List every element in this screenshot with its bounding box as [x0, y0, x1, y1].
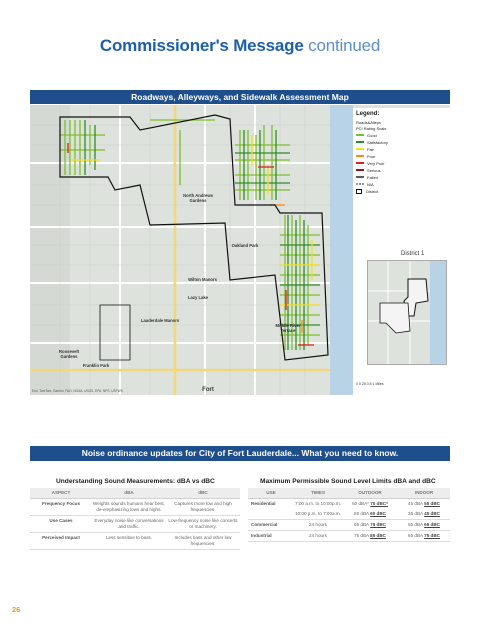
right-table-title: Maximum Permissible Sound Level Limits dBA and dBC — [260, 478, 436, 485]
legend-item-serious — [356, 167, 381, 173]
legend-item-failed — [356, 174, 378, 180]
row-indoor — [398, 509, 450, 520]
legend-swatch — [356, 155, 364, 157]
legend-item-satisfactory — [356, 139, 388, 145]
row-outdoor — [342, 509, 398, 520]
indoor-dba: 45 dBA — [408, 500, 423, 506]
map-label-oakland-park: Oakland Park — [231, 243, 259, 248]
column-header: dBC — [166, 488, 240, 498]
column-header: dBA — [92, 488, 166, 498]
page-title — [0, 36, 480, 56]
row-outdoor — [342, 519, 398, 530]
row-dbc: Low-frequency noise like concerts or machinery. — [166, 515, 240, 532]
row-aspect: Perceived Impact — [30, 532, 92, 549]
row-use: Industrial — [248, 530, 294, 541]
map-credits: Esri, TomTom, Garmin, FAO, NOAA, USGS, EPA, NPS, USFWS — [32, 389, 123, 393]
inset-title: District 1 — [401, 251, 425, 257]
map-section-bar: Roadways, Alleyways, and Sidewalk Assessment Map — [30, 90, 450, 104]
legend-label: Satisfactory — [367, 139, 388, 145]
legend-item-fair — [356, 146, 374, 152]
legend-item-good — [356, 132, 377, 138]
legend-scale-label: PCI Rating Scale — [356, 126, 387, 131]
legend-subtitle: Roads&Alleys — [356, 120, 381, 125]
row-use: Residential — [251, 500, 276, 506]
table-row — [248, 519, 450, 530]
row-indoor — [398, 530, 450, 541]
row-aspect: Frequency Focus — [30, 498, 92, 515]
table-header-row — [30, 488, 240, 498]
legend-title: Legend: — [356, 111, 380, 117]
legend-label: Good — [367, 132, 377, 138]
title-continued: continued — [308, 36, 381, 55]
indoor-dbc: 55 dBC — [424, 500, 440, 506]
legend-item-district — [356, 188, 378, 194]
indoor-dbc: 75 dBC — [424, 532, 440, 538]
column-header: OUTDOOR — [342, 488, 398, 498]
legend-label: Failed — [367, 174, 378, 180]
row-time: 24 hours — [294, 519, 342, 530]
table-row — [30, 498, 240, 515]
table-row — [248, 509, 450, 520]
row-outdoor — [342, 498, 398, 509]
indoor-dbc: 65 dBC — [424, 521, 440, 527]
legend-label: Poor — [367, 153, 376, 159]
map-label-roosevelt-gardens: Roosevelt Gardens — [58, 349, 79, 359]
column-header: ASPECT — [30, 488, 92, 498]
legend-swatch — [356, 162, 364, 164]
dba-dbc-table — [30, 488, 240, 550]
row-dbc: Includes bass and other low frequencies. — [166, 532, 240, 549]
district-inset-map — [367, 260, 447, 365]
column-header: TIMES — [294, 488, 342, 498]
outdoor-dba: 60 dBA* — [352, 500, 369, 506]
indoor-dba: 65 dBA — [408, 532, 423, 538]
legend-swatch — [356, 176, 364, 178]
table-row — [248, 498, 450, 509]
legend-label: Very Poor — [367, 160, 385, 166]
indoor-dba: 35 dBA — [408, 510, 423, 516]
row-use: Commercial — [248, 519, 294, 530]
legend-swatch — [356, 148, 364, 150]
table-row — [30, 532, 240, 549]
legend-swatch — [356, 189, 362, 194]
row-time: 24 hours — [294, 530, 342, 541]
row-use-empty — [248, 509, 294, 520]
legend-label: N/A — [367, 181, 374, 187]
row-indoor — [398, 519, 450, 530]
inset-graphic — [368, 261, 447, 365]
table-row — [248, 530, 450, 541]
outdoor-dba: 75 dBA — [354, 532, 369, 538]
legend-label: District — [366, 188, 379, 194]
map-label-wilton-manors: Wilton Manors — [188, 277, 217, 282]
row-time: 7:00 a.m. to 10:00p.m. — [295, 500, 341, 506]
row-indoor — [398, 498, 450, 509]
legend-swatch — [356, 141, 364, 143]
indoor-dbc: 45 dBC — [424, 510, 440, 516]
map-legend — [353, 108, 450, 395]
map-label-middle-river-terrace: Middle River Terrace — [275, 323, 301, 333]
assessment-map — [30, 105, 450, 395]
map-label-north-andrews-gardens: North Andrews Gardens — [183, 193, 213, 203]
map-label-franklin-park: Franklin Park — [82, 363, 110, 368]
table-row — [30, 515, 240, 532]
outdoor-dbc: 70 dBC* — [370, 500, 388, 506]
row-aspect: Use Cases — [30, 515, 92, 532]
legend-item-very-poor — [356, 160, 385, 166]
indoor-dba: 55 dBA — [408, 521, 423, 527]
outdoor-dbc: 60 dBC — [370, 510, 386, 516]
map-label-fort: Fort — [202, 387, 214, 393]
map-label-lauderdale-manors: Lauderdale Manors — [140, 318, 180, 323]
legend-label: Fair — [367, 146, 374, 152]
row-dba: Weights sounds humans hear best, de-emphasizing lows and highs. — [92, 498, 166, 515]
outdoor-dba: 50 dBA — [354, 510, 369, 516]
sound-limits-table — [248, 488, 450, 542]
row-dba: Less sensitive to bass. — [92, 532, 166, 549]
legend-label: Serious — [367, 167, 381, 173]
column-header: INDOOR — [398, 488, 450, 498]
map-label-lazy-lake: Lazy Lake — [187, 295, 209, 300]
row-outdoor — [342, 530, 398, 541]
noise-section-bar: Noise ordinance updates for City of Fort Lauderdale... What you need to know. — [30, 446, 450, 461]
legend-item-poor — [356, 153, 375, 159]
row-dbc: Captures more low and high frequencies. — [166, 498, 240, 515]
legend-swatch — [356, 134, 364, 136]
outdoor-dbc: 75 dBC — [370, 521, 386, 527]
page-number: 26 — [12, 605, 21, 614]
outdoor-dbc: 85 dBC — [370, 532, 386, 538]
row-time: 10:00 p.m. to 7:00a.m. — [294, 509, 342, 520]
table-header-row — [248, 488, 450, 498]
row-dba: Everyday noise like conversations and traffic. — [92, 515, 166, 532]
title-main: Commissioner's Message — [99, 36, 304, 55]
map-scale-bar: 0 0.25 0.5 1 Miles — [356, 382, 384, 386]
legend-swatch — [356, 169, 364, 171]
legend-item-na — [356, 181, 374, 187]
left-table-title: Understanding Sound Measurements: dBA vs dBC — [56, 478, 215, 485]
outdoor-dba: 65 dBA — [354, 521, 369, 527]
legend-swatch — [356, 183, 364, 185]
column-header: USE — [248, 488, 294, 498]
